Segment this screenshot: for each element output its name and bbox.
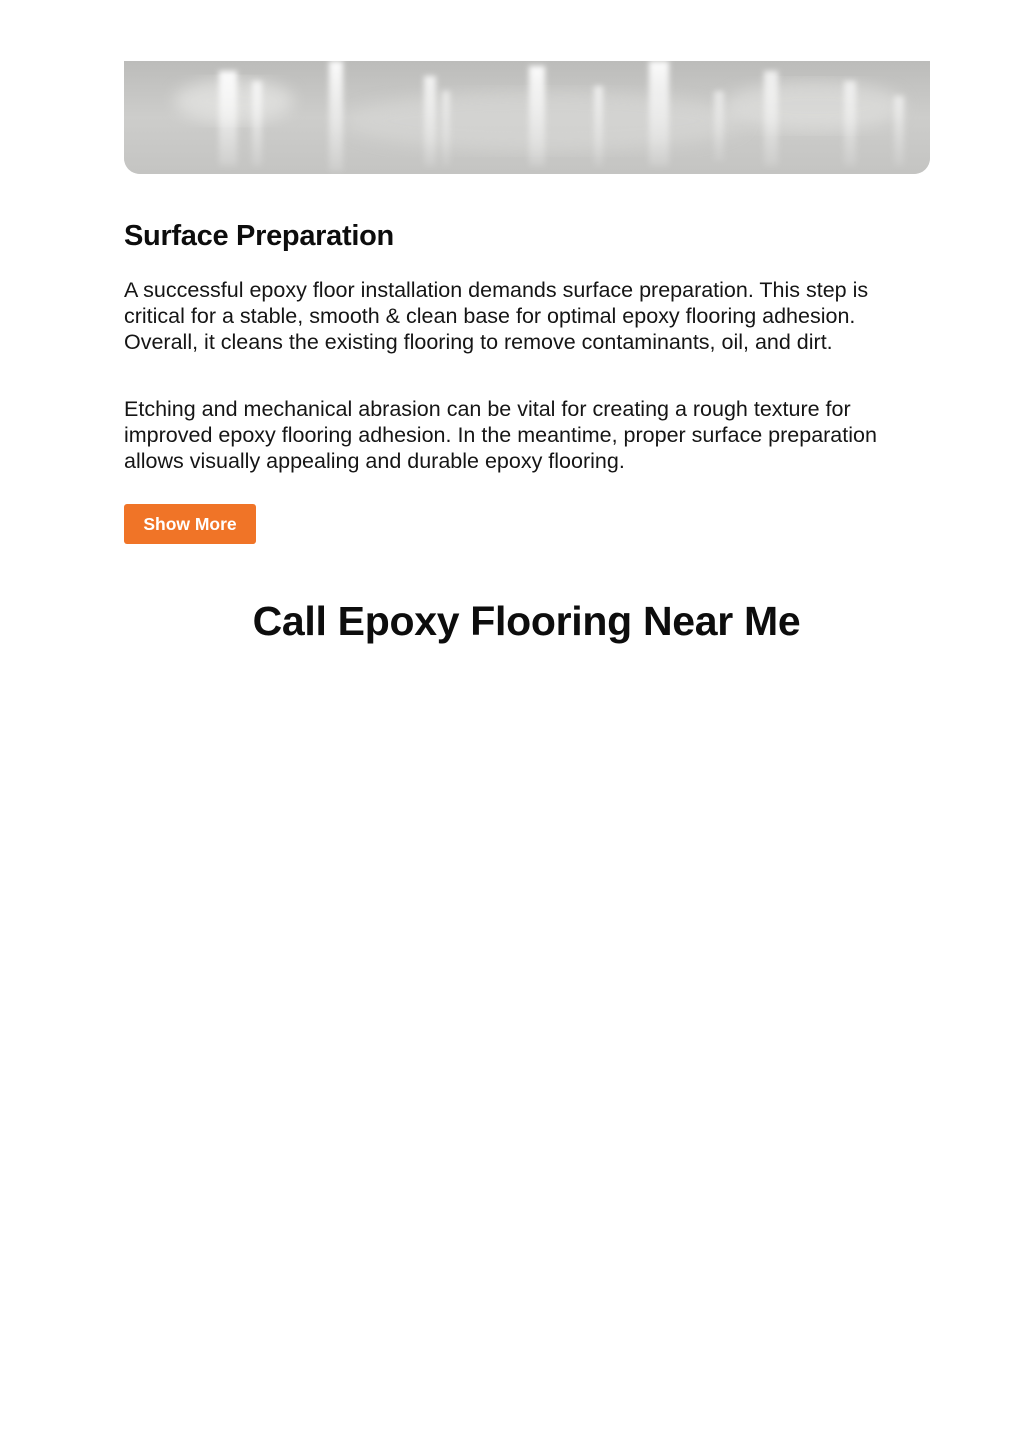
paragraph-intro: A successful epoxy floor installation demands surface preparation. This step is critical for a stable, smooth & clean base for optimal epoxy flooring adhesion. Overall, it cleans the existing flooring to remove contaminants, oil, and dirt. <box>124 278 869 354</box>
cta-title: Call Epoxy Flooring Near Me <box>252 598 801 644</box>
show-more-button[interactable]: Show More <box>124 504 256 544</box>
section-title-surface-preparation: Surface Preparation <box>124 220 394 252</box>
collapsible-text <box>124 277 924 487</box>
floor-reflection-graphic <box>124 61 930 174</box>
paragraph-etching: Etching and mechanical abrasion can be vital for creating a rough texture for improved epoxy flooring adhesion. In the meantime, proper surface preparation allows visually appealing and durable epoxy flooring. <box>124 397 877 473</box>
epoxy-floor-image <box>124 61 930 174</box>
